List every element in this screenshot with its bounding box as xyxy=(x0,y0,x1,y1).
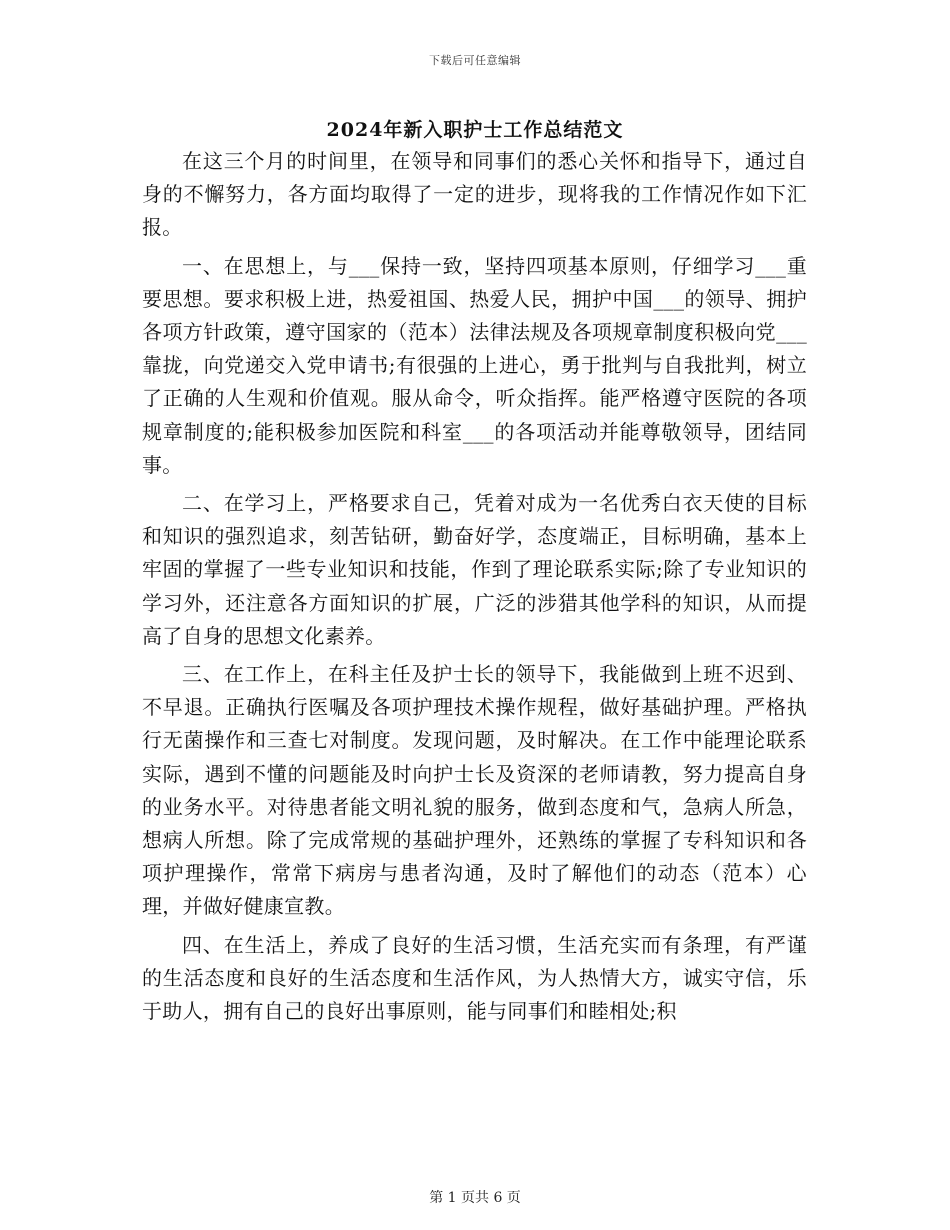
document-title: 2024年新入职护士工作总结范文 xyxy=(326,119,624,141)
paragraph-life: 四、在生活上，养成了良好的生活习惯，生活充实而有条理，有严谨的生活态度和良好的生活态度和生活作风，为人热情大方，诚实守信，乐于助人，拥有自己的良好出事原则，能与同事们和睦相处;积 xyxy=(142,932,807,1024)
paragraph-intro: 在这三个月的时间里，在领导和同事们的悉心关怀和指导下，通过自身的不懈努力，各方面均取得了一定的进步，现将我的工作情况作如下汇报。 xyxy=(142,149,807,240)
paragraph-study: 二、在学习上，严格要求自己，凭着对成为一名优秀白衣天使的目标和知识的强烈追求，刻苦钻研，勤奋好学，态度端正，目标明确，基本上牢固的掌握了一些专业知识和技能，作到了理论联系实际;除了专业知识的学习外，还注意各方面知识的扩展，广泛的涉猎其他学科的知识，从而提高了自身的思想文化素养。 xyxy=(142,491,807,648)
paragraph-work: 三、在工作上，在科主任及护士长的领导下，我能做到上班不迟到、不早退。正确执行医嘱及各项护理技术操作规程，做好基础护理。严格执行无菌操作和三查七对制度。发现问题，及时解决。在工作中能理论联系实际，遇到不懂的问题能及时向护士长及资深的老师请教，努力提高自身的业务水平。对待患者能文明礼貌的服务，做到态度和气，急病人所急，想病人所想。除了完成常规的基础护理外，还熟练的掌握了专科知识和各项护理操作，常常下病房与患者沟通，及时了解他们的动态（范本）心理，并做好健康宣教。 xyxy=(142,662,807,919)
page-number: 第 1 页共 6 页 xyxy=(429,1190,521,1206)
page-header-note: 下载后可任意编辑 xyxy=(429,54,521,67)
document-body xyxy=(142,145,807,1033)
paragraph-thought: 一、在思想上，与___保持一致，坚持四项基本原则，仔细学习___重要思想。要求积极上进，热爱祖国、热爱人民，拥护中国___的领导、拥护各项方针政策，遵守国家的（范本）法律法规及各项规章制度积极向党___靠拢，向党递交入党申请书;有很强的上进心，勇于批判与自我批判，树立了正确的人生观和价值观。服从命令，听众指挥。能严格遵守医院的各项规章制度的;能积极参加医院和科室___的各项活动并能尊敬领导，团结同事。 xyxy=(142,253,807,477)
